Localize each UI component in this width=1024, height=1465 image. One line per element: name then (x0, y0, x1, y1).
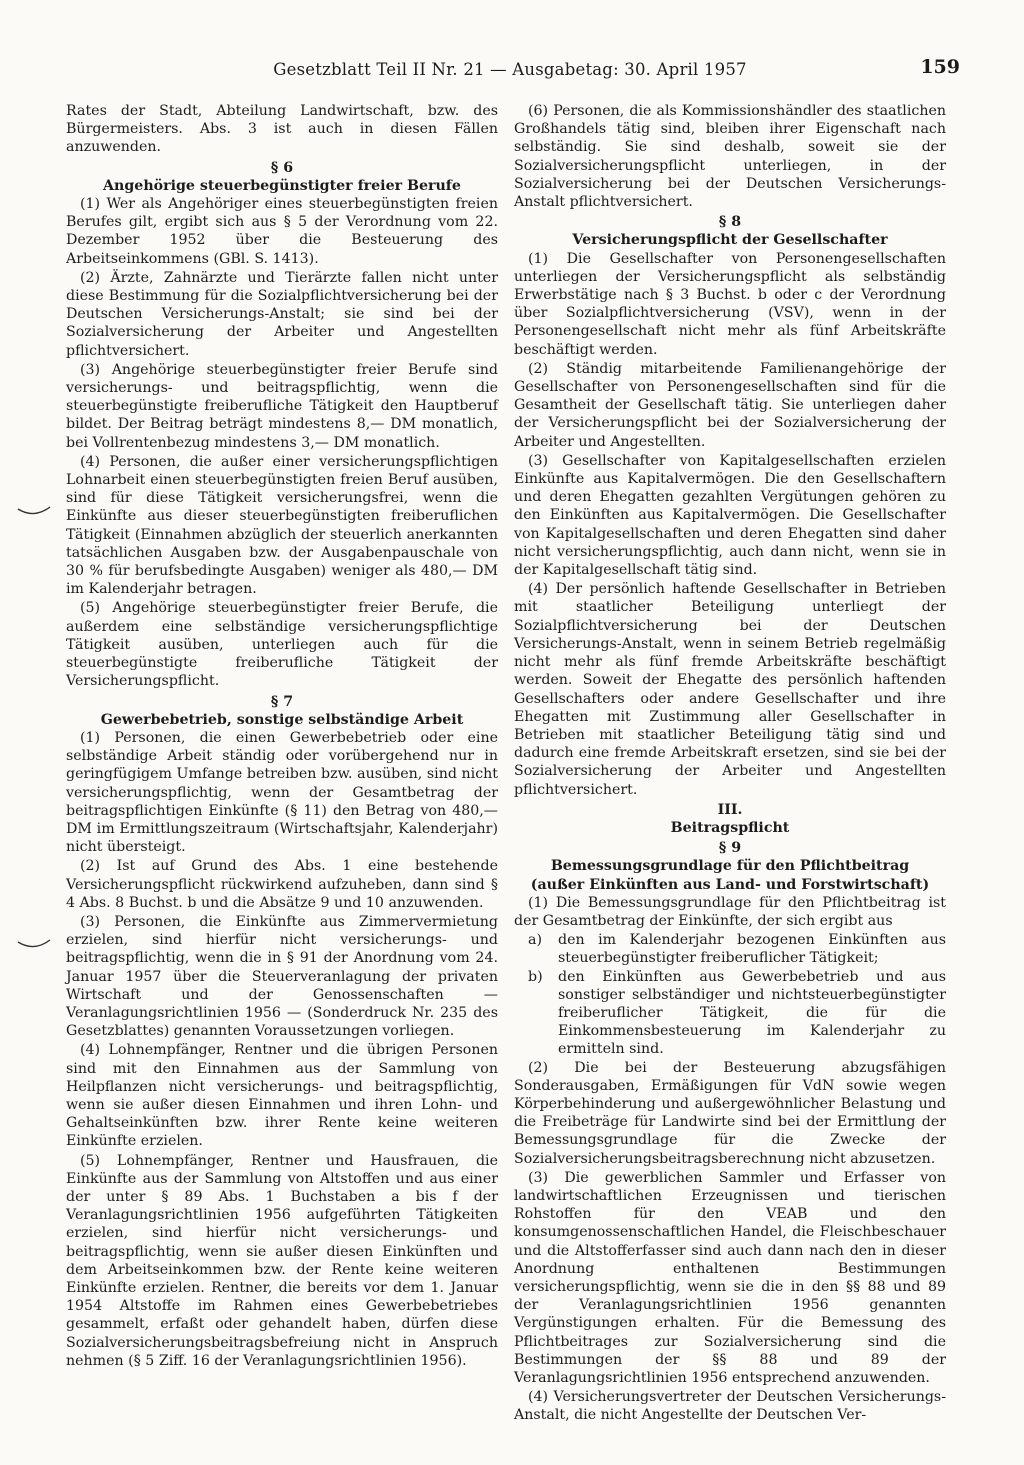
header-title: Gesetzblatt Teil II Nr. 21 — Ausgabetag: 30. April 1957 (273, 60, 747, 79)
section-6-paragraph: (3) Angehörige steuerbegünstigter freier Berufe sind versicherungs- und beitragspflichtig, wenn die steuerbegünstigte freiberufliche Tätigkeit den Hauptberuf bildet. Der Beitrag beträgt mindestens 8,— DM monatlich, bei Vollrentenbezug mindestens 3,— DM monatlich. (66, 361, 498, 451)
margin-mark-icon (16, 505, 52, 519)
margin-mark-icon (16, 938, 52, 952)
section-9-title: Bemessungsgrundlage für den Pflichtbeitrag (550, 858, 910, 875)
list-item-label: a) (528, 932, 542, 949)
intro-paragraph: Rates der Stadt, Abteilung Landwirtschaft, bzw. des Bürgermeisters. Abs. 3 ist auch in diesen Fällen anzuwenden. (66, 103, 498, 156)
list-item-label: b) (528, 968, 543, 985)
section-9-number: § 9 (718, 840, 742, 857)
section-6-paragraph: (2) Ärzte, Zahnärzte und Tierärzte fallen nicht unter diese Bestimmung für die Sozialpflichtversicherung bei der Deutschen Versicherungs-Anstalt; sie sind bei der Sozialversicherung der Arbeiter und Angestellten pflichtversichert. (66, 269, 498, 359)
list-item (528, 968, 946, 1059)
section-7-paragraph: (5) Lohnempfänger, Rentner und Hausfrauen, die Einkünfte aus der Sammlung von Altstoffen und aus einer der unter § 89 Abs. 1 Buchstaben a bis f der Veranlagungsrichtlinien 1956 aufgeführten Tätigkeiten erzielen, sind hierfür nicht versicherungs- und beitragspflichtig, wenn sie außer diesen Einkünften und dem Arbeitseinkommen bzw. der Rente keine weiteren Einkünfte erzielen. Rentner, die bereits vor dem 1. Januar 1954 Altstoffe im Rahmen eines Gewerbebetriebes gesammelt, erfaßt oder gehandelt haben, dürfen diese Sozialversicherungsbeitragsbefreiung nicht in Anspruch nehmen (§ 5 Ziff. 16 der Veranlagungsrichtlinien 1956). (66, 1152, 498, 1369)
section-8-number: § 8 (718, 214, 742, 231)
list-item (528, 931, 946, 967)
section-7-paragraph: (1) Personen, die einen Gewerbebetrieb oder eine selbständige Arbeit ständig oder vorübergehend nur in geringfügigem Umfange betreiben bzw. ausüben, sind nicht versicherungspflichtig, wenn der Gesamtbetrag der beitragspflichtigen Einkünfte (§ 11) den Betrag von 480,— DM im Ermittlungszeitraum (Wirtschaftsjahr, Kalenderjahr) nicht übersteigt. (66, 729, 498, 856)
section-8-paragraph: (1) Die Gesellschafter von Personengesellschaften unterliegen der Versicherungspflicht als selbständig Erwerbstätige nach § 3 Buchst. b oder c der Verordnung über Sozialpflichtversicherung (VSV), wenn in der Personengesellschaft nicht mehr als fünf Arbeitskräfte beschäftigt werden. (514, 250, 946, 358)
list-item-text: den Einkünften aus Gewerbebetrieb und aus sonstiger selbständiger und nichtsteuerbegünstigter freiberuflicher Tätigkeit, die für die Einkommensbesteuerung im Kalenderjahr zu ermitteln sind. (558, 968, 946, 1058)
section-6-title: Angehörige steuerbegünstigter freier Berufe (103, 177, 461, 194)
section-6-paragraph: (5) Angehörige steuerbegünstigter freier Berufe, die außerdem eine selbständige versicherungspflichtige Tätigkeit ausüben, unterliegen auch für die steuerbegünstigte freiberufliche Tätigkeit der Versicherungspflicht. (66, 600, 498, 690)
page-number: 159 (920, 56, 960, 78)
section-9-paragraph: (3) Die gewerblichen Sammler und Erfasser von landwirtschaftlichen Erzeugnissen und tierischen Rohstoffen für den VEAB und den konsumgenossenschaftlichen Handel, die Fleischbeschauer und die Altstofferfasser sind auch dann nach den in dieser Anordnung enthaltenen Bestimmungen versicherungspflichtig, wenn sie die in den §§ 88 und 89 der Veranlagungsrichtlinien 1956 genannten Vergünstigungen erhalten. Für die Bemessung des Pflichtbeitrages zur Sozialversicherung sind die Bestimmungen der §§ 88 und 89 der Veranlagungsrichtlinien 1956 entsprechend anzuwenden. (514, 1169, 946, 1387)
section-9-paragraph: (2) Die bei der Besteuerung abzugsfähigen Sonderausgaben, Ermäßigungen für VdN sowie wegen Körperbehinderung und außergewöhnlicher Belastung und die Freibeträge für Landwirte sind bei der Ermittlung der Bemessungsgrundlage für die Zwecke der Sozialversicherungsbeitragsberechnung nicht abzusetzen. (514, 1059, 946, 1167)
section-9-subtitle: (außer Einkünften aus Land- und Forstwirtschaft) (530, 876, 930, 893)
section-8-paragraph: (4) Der persönlich haftende Gesellschafter in Betrieben mit staatlicher Beteiligung unterliegt der Sozialpflichtversicherung bei der Deutschen Versicherungs-Anstalt, wenn in seinem Betrieb regelmäßig nicht mehr als fünf fremde Arbeitskräfte beschäftigt werden. Soweit der Ehegatte des persönlich haftenden Gesellschafters oder andere Gesellschafter und ihre Ehegatten mit Zustimmung aller Gesellschafter in Betrieben mit staatlicher Beteiligung tätig sind und dadurch eine fremde Arbeitskraft ersetzen, sind sie bei der Sozialversicherung der Arbeiter und Angestellten pflichtversichert. (514, 581, 946, 798)
left-column (66, 102, 498, 1371)
section-6-paragraph: (4) Personen, die außer einer versicherungspflichtigen Lohnarbeit einen steuerbegünstigten freien Beruf ausüben, sind für diese Tätigkeit versicherungsfrei, wenn die Einkünfte aus dieser steuerbegünstigten freiberuflichen Tätigkeit (Einnahmen abzüglich der steuerlich anerkannten tatsächlichen Ausgaben bzw. der Ausgabenpauschale von 30 % für berufsbedingte Ausgaben) weniger als 480,— DM im Kalenderjahr betragen. (66, 453, 498, 598)
section-8-paragraph: (2) Ständig mitarbeitende Familienangehörige der Gesellschafter von Personengesellschaften sind für die Gesamtheit der Gesellschaft tätig. Sie unterliegen daher der Versicherungspflicht bei der Sozialversicherung der Arbeiter und Angestellten. (514, 360, 946, 450)
section-6-number: § 6 (270, 159, 294, 176)
section-7-paragraph: (6) Personen, die als Kommissionshändler des staatlichen Großhandels tätig sind, bleiben ihrer Eigenschaft nach selbständig. Sie sind deshalb, soweit sie der Sozialversicherungspflicht unterliegen, in der Sozialversicherung bei der Deutschen Versicherungs-Anstalt pflichtversichert. (514, 103, 946, 211)
section-8-title: Versicherungspflicht der Gesellschafter (572, 232, 888, 249)
section-7-number: § 7 (270, 693, 294, 710)
section-7-paragraph: (2) Ist auf Grund des Abs. 1 eine bestehende Versicherungspflicht rückwirkend aufzuheben, dann sind § 4 Abs. 8 Buchst. b und die Absätze 9 und 10 anzuwenden. (66, 858, 498, 911)
section-6-paragraph: (1) Wer als Angehöriger eines steuerbegünstigten freien Berufes gilt, ergibt sich aus § 5 der Verordnung vom 22. Dezember 1952 über die Besteuerung des Arbeitseinkommens (GBl. S. 1413). (66, 196, 498, 267)
list-item-text: den im Kalenderjahr bezogenen Einkünften aus steuerbegünstigter freiberuflicher Tätigkeit; (558, 932, 946, 967)
part-3-title: Beitragspflicht (670, 819, 790, 836)
right-column (514, 102, 946, 1426)
part-3-number: III. (717, 801, 743, 818)
section-9-paragraph: (1) Die Bemessungsgrundlage für den Pflichtbeitrag ist der Gesamtbetrag der Einkünfte, der sich ergibt aus (514, 894, 946, 929)
section-7-paragraph: (4) Lohnempfänger, Rentner und die übrigen Personen sind mit den Einnahmen aus der Sammlung von Heilpflanzen nicht versicherungs- und beitragspflichtig, wenn sie außer diesen Einnahmen und ihren Lohn- und Gehaltseinkünften bzw. ihrer Rente keine weiteren Einkünfte erzielen. (66, 1042, 498, 1150)
page-header (60, 56, 960, 84)
section-8-paragraph: (3) Gesellschafter von Kapitalgesellschaften erzielen Einkünfte aus Kapitalvermögen. Die den Gesellschaftern und deren Ehegatten gezahlten Vergütungen gehören zu den Einkünften aus Kapitalvermögen. Die Gesellschafter von Kapitalgesellschaften und deren Ehegatten sind daher nicht versicherungspflichtig, auch dann nicht, wenn sie in der Kapitalgesellschaft tätig sind. (514, 452, 946, 579)
section-7-title: Gewerbebetrieb, sonstige selbständige Arbeit (100, 711, 464, 728)
section-9-paragraph: (4) Versicherungsvertreter der Deutschen Versicherungs-Anstalt, die nicht Angestellte der Deutschen Ver- (514, 1389, 946, 1424)
section-7-paragraph: (3) Personen, die Einkünfte aus Zimmervermietung erzielen, sind hierfür nicht versicherungs- und beitragspflichtig, wenn die in § 91 der Anordnung vom 24. Januar 1957 über die Steuerveranlagung der privaten Wirtschaft und der Genossenschaften — Veranlagungsrichtlinien 1956 — (Sonderdruck Nr. 235 des Gesetzblattes) genannten Voraussetzungen vorliegen. (66, 913, 498, 1040)
